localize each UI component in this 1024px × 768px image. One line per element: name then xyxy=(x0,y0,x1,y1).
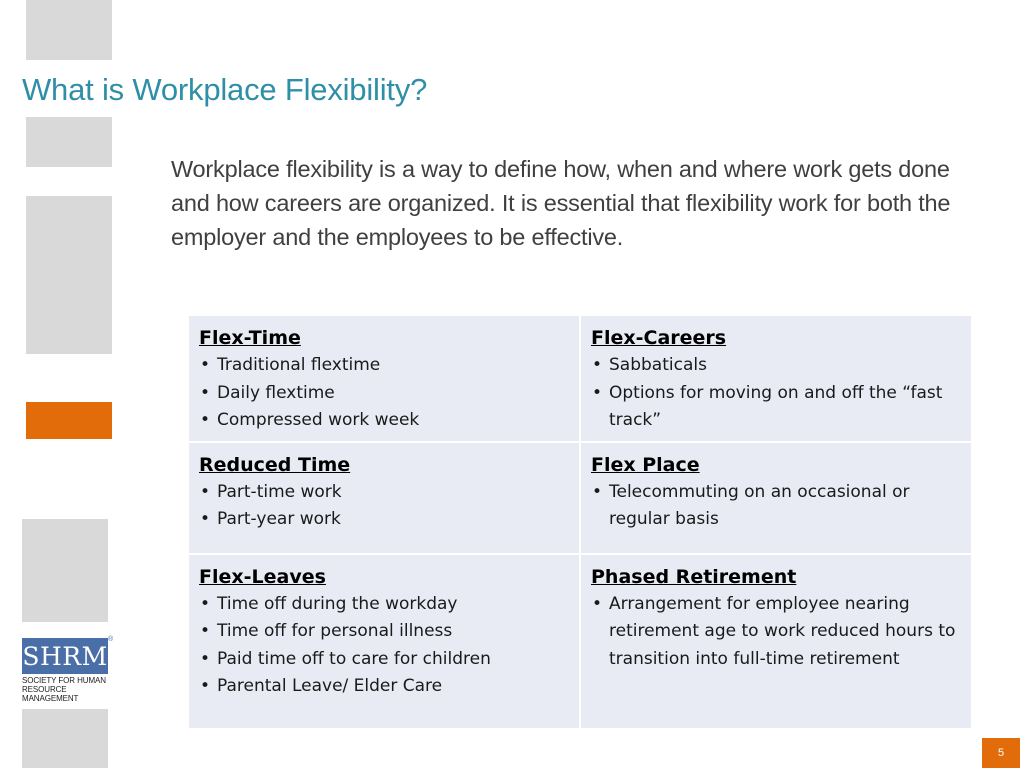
bullet-list xyxy=(591,352,961,435)
bullet-item: • Sabbaticals xyxy=(591,352,961,380)
table-row xyxy=(188,442,972,554)
bullet-item: • Time off for personal illness xyxy=(199,618,569,646)
bullet-list xyxy=(591,591,961,674)
bullet-item: • Paid time off to care for children xyxy=(199,646,569,674)
bullet-item: • Parental Leave/ Elder Care xyxy=(199,673,569,701)
slide-title: What is Workplace Flexibility? xyxy=(22,72,428,107)
flexibility-table xyxy=(187,314,973,730)
bullet-item: • Part-year work xyxy=(199,506,569,534)
page-number: 5 xyxy=(982,738,1020,768)
table-cell xyxy=(188,442,580,554)
sidebar-block-2 xyxy=(26,117,112,167)
sidebar-block-5 xyxy=(22,709,108,768)
table-cell xyxy=(580,442,972,554)
bullet-item: • Time off during the workday xyxy=(199,591,569,619)
bullet-item: • Arrangement for employee nearing retirement age to work reduced hours to transition into full-time retirement xyxy=(591,591,961,674)
shrm-logo xyxy=(22,636,114,703)
logo-subtitle-line-1: SOCIETY FOR HUMAN xyxy=(22,676,106,685)
sidebar-block-4 xyxy=(22,519,108,622)
table-row xyxy=(188,554,972,729)
logo-subtitle xyxy=(22,676,114,703)
table-row xyxy=(188,315,972,442)
logo-mark: SHRM xyxy=(22,638,108,674)
bullet-list xyxy=(591,479,961,534)
bullet-list xyxy=(199,352,569,435)
cell-heading: Flex-Careers xyxy=(591,327,727,349)
bullet-item: • Traditional flextime xyxy=(199,352,569,380)
bullet-item: • Part-time work xyxy=(199,479,569,507)
registered-mark: ® xyxy=(108,636,114,643)
table-cell xyxy=(188,554,580,729)
cell-heading: Reduced Time xyxy=(199,453,351,476)
bullet-item: • Daily flextime xyxy=(199,380,569,408)
table-cell xyxy=(580,315,972,442)
bullet-item: • Options for moving on and off the “fast track” xyxy=(591,380,961,435)
sidebar-block-1 xyxy=(26,0,112,60)
bullet-item: • Compressed work week xyxy=(199,407,569,435)
table-cell xyxy=(188,315,580,442)
intro-paragraph: Workplace flexibility is a way to define how, when and where work gets done and how careers are organized. It is essential that flexibility work for both the employer and the employees to be effective. xyxy=(171,156,951,250)
logo-subtitle-line-2: RESOURCE MANAGEMENT xyxy=(22,685,79,703)
cell-heading: Flex Place xyxy=(591,453,700,476)
cell-heading: Flex-Time xyxy=(199,327,301,349)
bullet-list xyxy=(199,479,569,534)
bullet-list xyxy=(199,591,569,701)
bullet-item: • Telecommuting on an occasional or regular basis xyxy=(591,479,961,534)
sidebar-block-3 xyxy=(26,196,112,354)
table-cell xyxy=(580,554,972,729)
cell-heading: Flex-Leaves xyxy=(199,565,326,588)
cell-heading: Phased Retirement xyxy=(591,565,797,588)
sidebar-accent-block xyxy=(26,402,112,439)
